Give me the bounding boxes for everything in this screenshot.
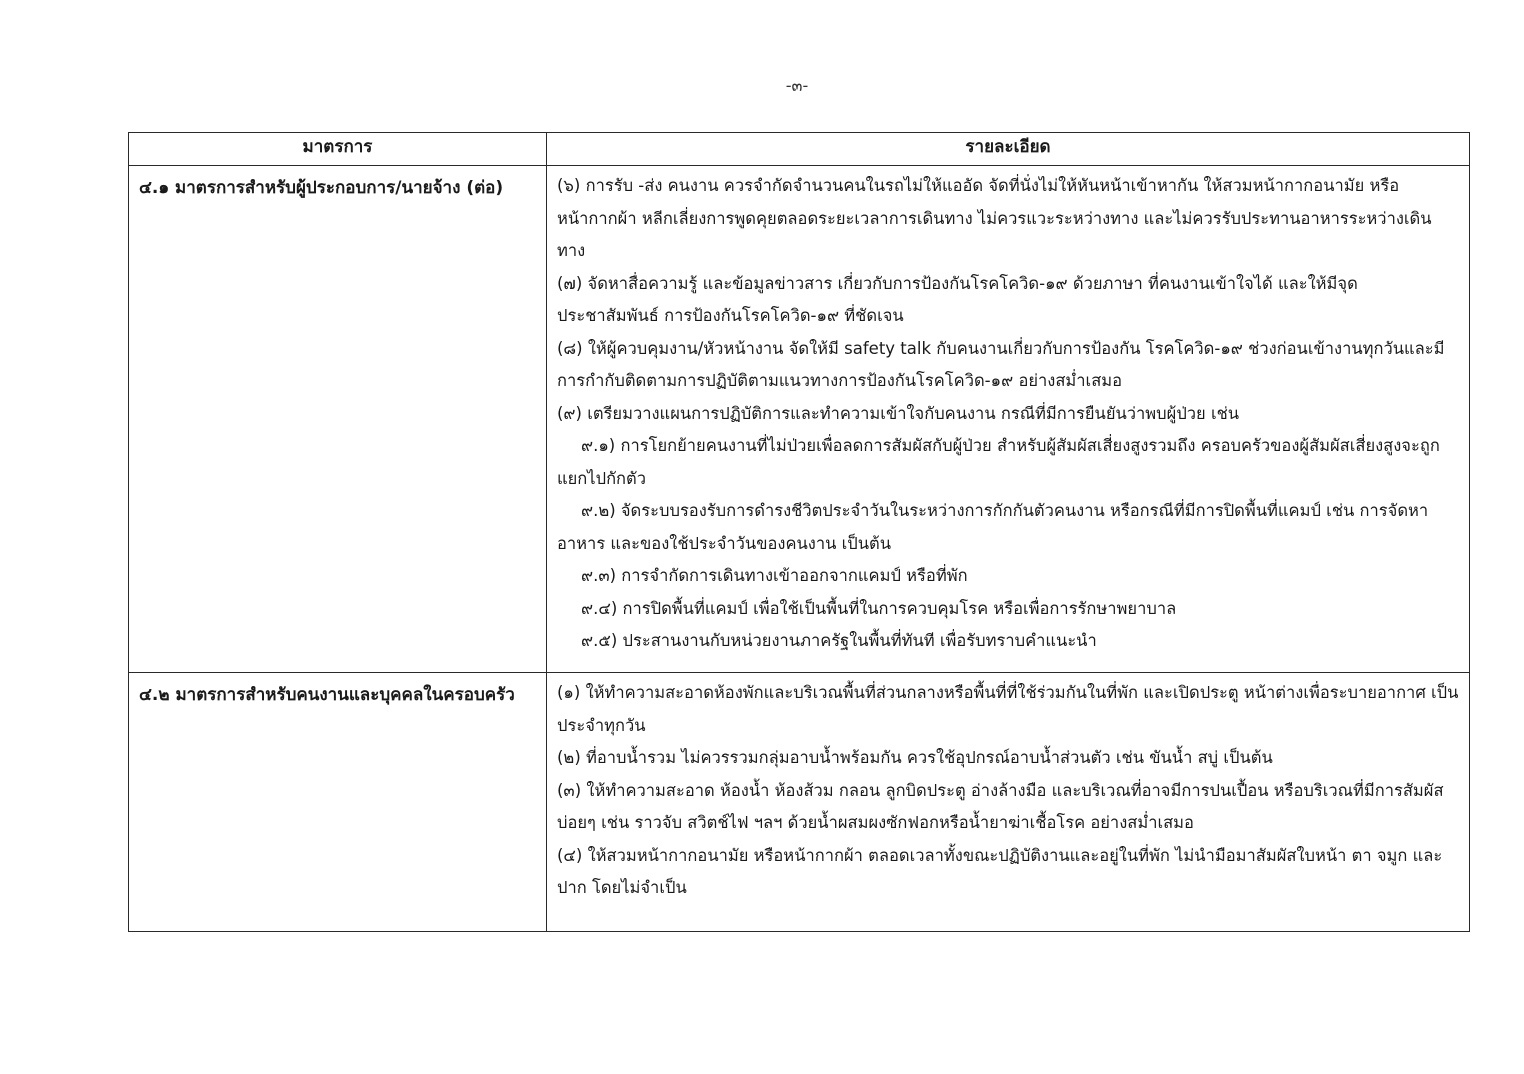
- detail-item: (๖) การรับ -ส่ง คนงาน ควรจำกัดจำนวนคนในรถไม่ให้แออัด จัดที่นั่งไม่ให้หันหน้าเข้าหากัน ให้สวมหน้ากากอนามัย หรือหน้ากากผ้า หลีกเลี่ยงการพูดคุยตลอดระยะเวลาการเดินทาง ไม่ควรแวะระหว่างทาง และไม่ควรรับประทานอาหารระหว่างเดินทาง: [557, 176, 1432, 260]
- detail-cell: [547, 673, 1470, 932]
- measures-table: [128, 132, 1470, 932]
- table-row: [129, 166, 1470, 673]
- sub-detail-item: ๙.๓) การจำกัดการเดินทางเข้าออกจากแคมป์ หรือที่พัก: [581, 566, 968, 585]
- detail-item: (๙) เตรียมวางแผนการปฏิบัติการและทำความเข้าใจกับคนงาน กรณีที่มีการยืนยันว่าพบผู้ป่วย เช่น: [557, 403, 1240, 423]
- detail-item: (๓) ให้ทำความสะอาด ห้องน้ำ ห้องส้วม กลอน ลูกบิดประตู อ่างล้างมือ และบริเวณที่อาจมีการปนเปื้อน หรือบริเวณที่มีการสัมผัสบ่อยๆ เช่น ราวจับ สวิตช์ไฟ ฯลฯ ด้วยน้ำผสมผงซักฟอกหรือน้ำยาฆ่าเชื้อโรค อย่างสม่ำเสมอ: [557, 780, 1444, 832]
- table-header-row: [129, 133, 1470, 166]
- sub-detail-item: ๙.๔) การปิดพื้นที่แคมป์ เพื่อใช้เป็นพื้นที่ในการควบคุมโรค หรือเพื่อการรักษาพยาบาล: [581, 598, 1177, 618]
- measure-cell: [129, 673, 547, 932]
- measure-title: ๔.๑ มาตรการสำหรับผู้ประกอบการ/นายจ้าง (ต่อ): [139, 178, 504, 198]
- detail-item: (๑) ให้ทำความสะอาดห้องพักและบริเวณพื้นที่ส่วนกลางหรือพื้นที่ที่ใช้ร่วมกันในที่พัก และเปิดประตู หน้าต่างเพื่อระบายอากาศ เป็นประจำทุกวัน: [557, 683, 1459, 735]
- detail-item: (๗) จัดหาสื่อความรู้ และข้อมูลข่าวสาร เกี่ยวกับการป้องกันโรคโควิด-๑๙ ด้วยภาษา ที่คนงานเข้าใจได้ และให้มีจุดประชาสัมพันธ์ การป้องกันโรคโควิด-๑๙ ที่ชัดเจน: [557, 273, 1358, 325]
- sub-detail-item: ๙.๒) จัดระบบรองรับการดำรงชีวิตประจำวันในระหว่างการกักกันตัวคนงาน หรือกรณีที่มีการปิดพื้นที่แคมป์ เช่น การจัดหา อาหาร และของใช้ประจำวันของคนงาน เป็นต้น: [557, 501, 1429, 553]
- detail-item: (๘) ให้ผู้ควบคุมงาน/หัวหน้างาน จัดให้มี safety talk กับคนงานเกี่ยวกับการป้องกัน โรคโควิด-๑๙ ช่วงก่อนเข้างานทุกวันและมีการกำกับติดตามการปฏิบัติตามแนวทางการป้องกันโรคโควิด-๑๙ อย่างสม่ำเสมอ: [557, 338, 1445, 390]
- sub-detail-item: ๙.๑) การโยกย้ายคนงานที่ไม่ป่วยเพื่อลดการสัมผัสกับผู้ป่วย สำหรับผู้สัมผัสเสี่ยงสูงรวมถึง ครอบครัวของผู้สัมผัสเสี่ยงสูงจะถูกแยกไปกักตัว: [557, 436, 1440, 488]
- measure-title: ๔.๒ มาตรการสำหรับคนงานและบุคคลในครอบครัว: [139, 685, 515, 705]
- detail-item: (๔) ให้สวมหน้ากากอนามัย หรือหน้ากากผ้า ตลอดเวลาทั้งขณะปฏิบัติงานและอยู่ในที่พัก ไม่นำมือมาสัมผัสใบหน้า ตา จมูก และปาก โดยไม่จำเป็น: [557, 845, 1443, 897]
- detail-list: [547, 673, 1469, 905]
- sub-detail-item: ๙.๕) ประสานงานกับหน่วยงานภาครัฐในพื้นที่ทันที เพื่อรับทราบคำแนะนำ: [581, 631, 1097, 650]
- detail-list: [547, 166, 1469, 658]
- page-number: -๓-: [785, 76, 809, 95]
- measure-cell: [129, 166, 547, 673]
- header-measure: มาตรการ: [129, 133, 547, 166]
- table-row: [129, 673, 1470, 932]
- detail-item: (๒) ที่อาบน้ำรวม ไม่ควรรวมกลุ่มอาบน้ำพร้อมกัน ควรใช้อุปกรณ์อาบน้ำส่วนตัว เช่น ขันน้ำ สบู่ เป็นต้น: [557, 748, 1273, 767]
- detail-cell: [547, 166, 1470, 673]
- header-detail: รายละเอียด: [547, 133, 1470, 166]
